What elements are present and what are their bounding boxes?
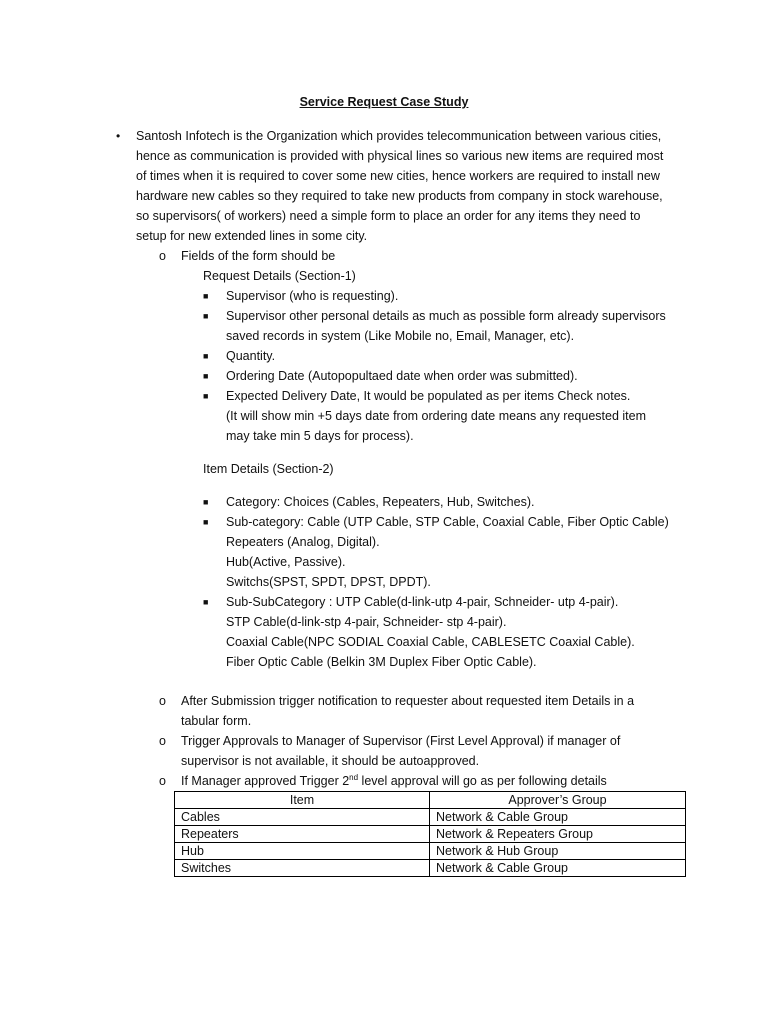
section1-heading: Request Details (Section-1) <box>203 269 356 283</box>
section1-item: may take min 5 days for process). <box>226 429 414 443</box>
intro-line: hardware new cables so they required to take new products from company in stock warehouse, <box>136 189 663 203</box>
square-bullet: ■ <box>203 497 209 507</box>
approver-table <box>174 791 686 877</box>
circle-bullet: o <box>159 249 166 263</box>
intro-line: setup for new extended lines in some city. <box>136 229 368 243</box>
section2-item: Sub-SubCategory : UTP Cable(d-link-utp 4-pair, Schneider- utp 4-pair). <box>226 595 619 609</box>
section2-heading: Item Details (Section-2) <box>203 462 334 476</box>
second-level-sup: nd <box>349 772 359 782</box>
table-cell: Network & Repeaters Group <box>430 826 686 843</box>
after-item: Trigger Approvals to Manager of Supervisor (First Level Approval) if manager of <box>181 734 621 748</box>
section2-item: Switchs(SPST, SPDT, DPST, DPDT). <box>226 575 431 589</box>
section1-item: Supervisor (who is requesting). <box>226 289 399 303</box>
table-header-item: Item <box>175 792 430 809</box>
section2-item: Repeaters (Analog, Digital). <box>226 535 380 549</box>
intro-line: Santosh Infotech is the Organization which provides telecommunication between various cities, <box>136 129 662 143</box>
table-cell: Network & Cable Group <box>430 809 686 826</box>
second-level-text <box>181 771 607 791</box>
section2-item: STP Cable(d-link-stp 4-pair, Schneider- stp 4-pair). <box>226 615 507 629</box>
table-cell: Network & Cable Group <box>430 860 686 877</box>
after-item: After Submission trigger notification to requester about requested item Details in a <box>181 694 635 708</box>
square-bullet: ■ <box>203 351 209 361</box>
table-row <box>175 843 686 860</box>
section1-item: Quantity. <box>226 349 276 363</box>
table-row <box>175 860 686 877</box>
square-bullet: ■ <box>203 597 209 607</box>
circle-bullet: o <box>159 694 166 708</box>
section1-item: Supervisor other personal details as much as possible form already supervisors <box>226 309 666 323</box>
after-item: supervisor is not available, it should be autoapproved. <box>181 754 480 768</box>
table-cell: Hub <box>175 843 430 860</box>
table-cell: Switches <box>175 860 430 877</box>
square-bullet: ■ <box>203 311 209 321</box>
section1-item: saved records in system (Like Mobile no, Email, Manager, etc). <box>226 329 575 343</box>
intro-line: of times when it is required to cover some new cities, hence workers are required to install new <box>136 169 660 183</box>
second-level-before: If Manager approved Trigger 2 <box>181 774 350 788</box>
section1-item: Ordering Date (Autopopultaed date when order was submitted). <box>226 369 578 383</box>
second-level-after: level approval will go as per following details <box>358 774 607 788</box>
section2-item: Hub(Active, Passive). <box>226 555 346 569</box>
square-bullet: ■ <box>203 391 209 401</box>
table-row <box>175 826 686 843</box>
table-cell: Network & Hub Group <box>430 843 686 860</box>
section1-item: (It will show min +5 days date from ordering date means any requested item <box>226 409 646 423</box>
after-item: tabular form. <box>181 714 252 728</box>
square-bullet: ■ <box>203 291 209 301</box>
table-row <box>175 809 686 826</box>
section2-item: Category: Choices (Cables, Repeaters, Hub, Switches). <box>226 495 535 509</box>
section2-item: Coaxial Cable(NPC SODIAL Coaxial Cable, CABLESETC Coaxial Cable). <box>226 635 635 649</box>
square-bullet: ■ <box>203 517 209 527</box>
circle-bullet: o <box>159 774 166 788</box>
intro-line: hence as communication is provided with physical lines so various new items are required most <box>136 149 664 163</box>
circle-bullet: o <box>159 734 166 748</box>
table-cell: Repeaters <box>175 826 430 843</box>
section2-item: Sub-category: Cable (UTP Cable, STP Cable, Coaxial Cable, Fiber Optic Cable) <box>226 515 669 529</box>
section2-item: Fiber Optic Cable (Belkin 3M Duplex Fiber Optic Cable). <box>226 655 537 669</box>
table-cell: Cables <box>175 809 430 826</box>
intro-line: so supervisors( of workers) need a simple form to place an order for any items they need to <box>136 209 641 223</box>
fields-heading: Fields of the form should be <box>181 249 336 263</box>
table-header-row <box>175 792 686 809</box>
page-title: Service Request Case Study <box>299 95 469 109</box>
square-bullet: ■ <box>203 371 209 381</box>
table-header-group: Approver’s Group <box>430 792 686 809</box>
bullet-dot: • <box>116 129 121 143</box>
section1-item: Expected Delivery Date, It would be populated as per items Check notes. <box>226 389 631 403</box>
